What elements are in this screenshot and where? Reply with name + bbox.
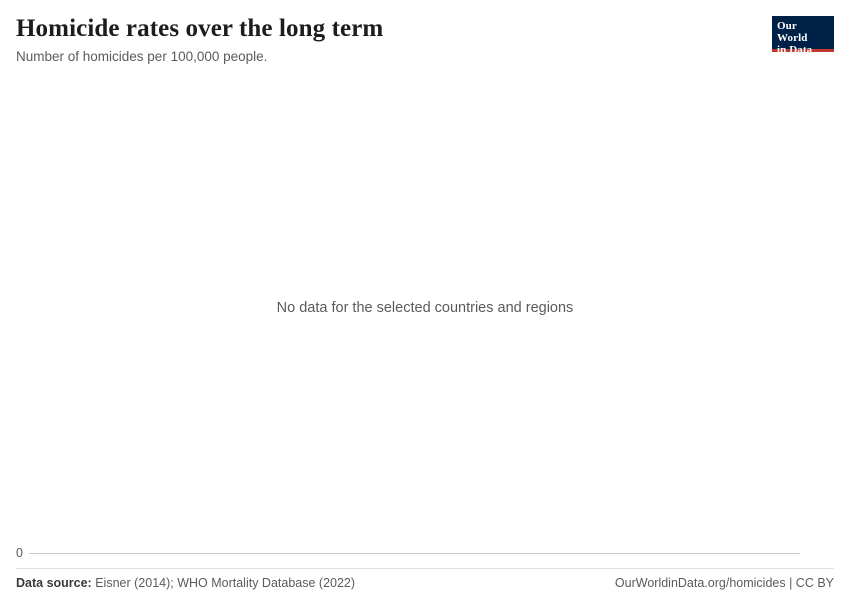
header-text-block bbox=[16, 14, 772, 66]
data-source-label: Data source: bbox=[16, 576, 92, 590]
data-source-text: Eisner (2014); WHO Mortality Database (2022) bbox=[95, 576, 356, 590]
chart-subtitle: Number of homicides per 100,000 people. bbox=[16, 49, 268, 64]
y-axis-baseline bbox=[16, 544, 834, 562]
axis-tick-label-zero: 0 bbox=[16, 546, 23, 560]
no-data-message: No data for the selected countries and regions bbox=[276, 300, 574, 316]
plot-area bbox=[16, 72, 834, 544]
axis-baseline-line bbox=[29, 553, 800, 554]
page-title: Homicide rates over the long term bbox=[16, 15, 384, 42]
data-source bbox=[16, 576, 355, 590]
chart-header bbox=[16, 14, 834, 66]
attribution[interactable] bbox=[615, 576, 834, 590]
our-world-in-data-logo[interactable] bbox=[772, 16, 834, 56]
chart-footer bbox=[16, 568, 834, 590]
logo-line-1: Our World bbox=[777, 20, 808, 44]
attribution-text: OurWorldinData.org/homicides | CC BY bbox=[614, 576, 834, 590]
logo-line-2: in Data bbox=[777, 44, 813, 56]
